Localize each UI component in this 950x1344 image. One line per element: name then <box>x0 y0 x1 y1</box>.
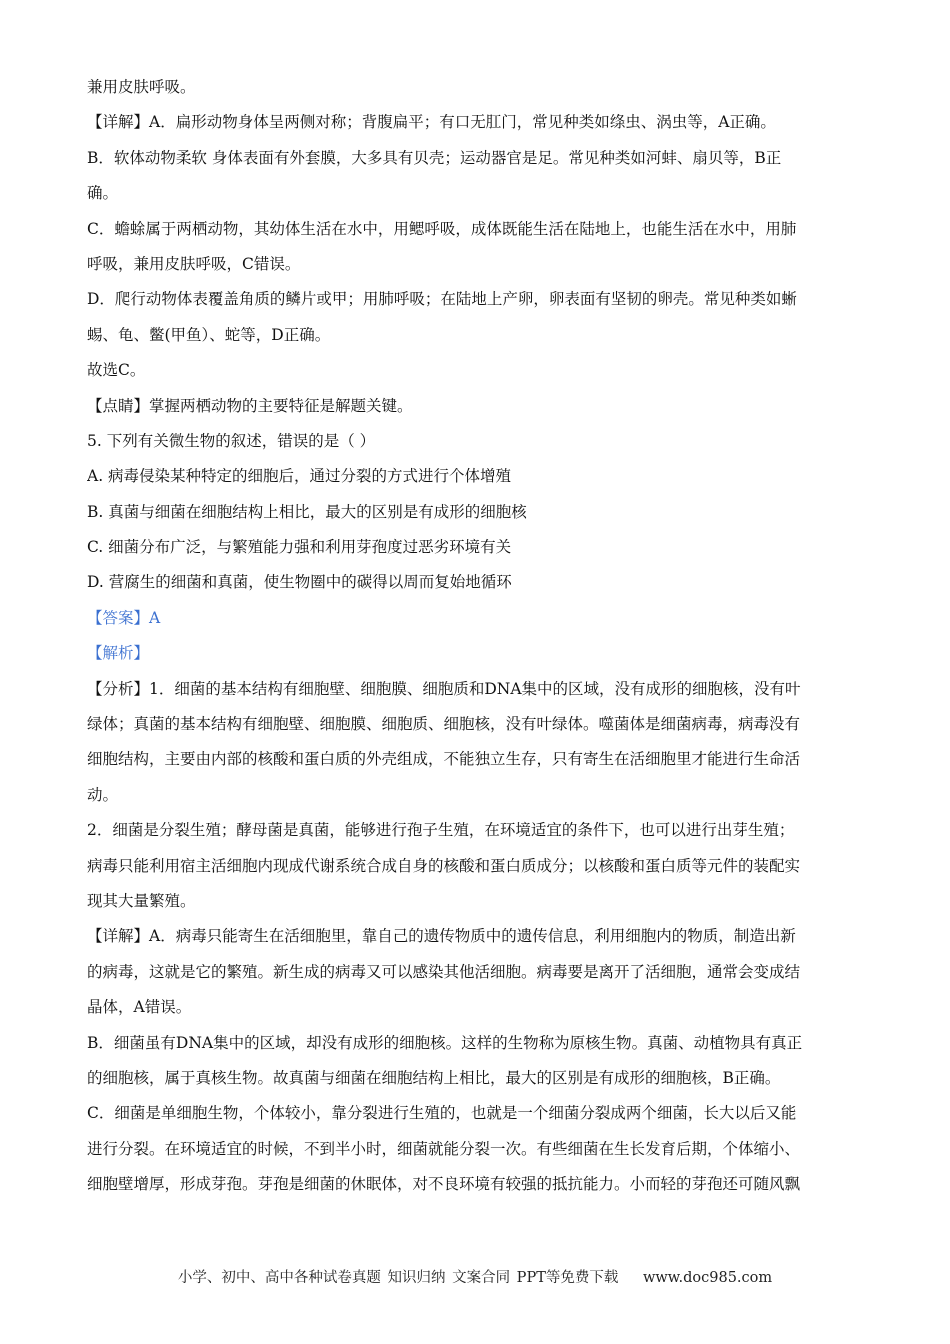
text-line: 病毒只能利用宿主活细胞内现成代谢系统合成自身的核酸和蛋白质成分；以核酸和蛋白质等元件的装配实 <box>87 856 801 875</box>
text-line: 动。 <box>87 785 119 804</box>
text-line: 【分析】1．细菌的基本结构有细胞壁、细胞膜、细胞质和DNA集中的区域，没有成形的细胞核，没有叶 <box>87 679 801 698</box>
text-line: 晶体，A错误。 <box>87 998 192 1017</box>
text-line: 细胞结构，主要由内部的核酸和蛋白质的外壳组成，不能独立生存，只有寄生在活细胞里才能进行生命活 <box>87 750 801 769</box>
option-c: C. 细菌分布广泛，与繁殖能力强和利用芽孢度过恶劣环境有关 <box>87 538 512 557</box>
text-line: 细胞壁增厚，形成芽孢。芽孢是细菌的休眠体，对不良环境有较强的抵抗能力。小而轻的芽孢还可随风飘 <box>87 1175 801 1194</box>
text-line: C．细菌是单细胞生物，个体较小，靠分裂进行生殖的，也就是一个细菌分裂成两个细菌，长大以后又能 <box>87 1104 797 1123</box>
text-line: 【详解】A．扁形动物身体呈两侧对称；背腹扁平；有口无肛门，常见种类如绦虫、涡虫等，A正确。 <box>87 113 776 132</box>
text-line: 绿体；真菌的基本结构有细胞壁、细胞膜、细胞质、细胞核，没有叶绿体。噬菌体是细菌病毒，病毒没有 <box>87 715 801 734</box>
text-line: 确。 <box>87 184 119 203</box>
text-line: B．软体动物柔软 身体表面有外套膜，大多具有贝壳；运动器官是足。常见种类如河蚌、扇贝等，B正 <box>87 148 782 167</box>
answer-tag: 【答案】A <box>87 608 161 627</box>
text-line: 蜴、龟、鳖(甲鱼）、蛇等，D正确。 <box>87 325 331 344</box>
text-line: 【详解】A．病毒只能寄生在活细胞里，靠自己的遗传物质中的遗传信息，利用细胞内的物质，制造出新 <box>87 927 796 946</box>
option-d: D. 营腐生的细菌和真菌，使生物圈中的碳得以周而复始地循环 <box>87 573 512 592</box>
option-b: B. 真菌与细菌在细胞结构上相比，最大的区别是有成形的细胞核 <box>87 502 527 521</box>
text-line: 进行分裂。在环境适宜的时候，不到半小时，细菌就能分裂一次。有些细菌在生长发育后期，个体缩小、 <box>87 1139 801 1158</box>
text-line: 现其大量繁殖。 <box>87 891 196 910</box>
question-stem: 5. 下列有关微生物的叙述，错误的是（ ） <box>87 431 376 450</box>
footer-link[interactable]: www.doc985.com <box>642 1270 773 1286</box>
footer-text: 小学、初中、高中各种试卷真题 知识归纳 文案合同 PPT等免费下载 <box>177 1270 619 1286</box>
text-line: 兼用皮肤呼吸。 <box>87 78 196 96</box>
text-line: 【点睛】掌握两栖动物的主要特征是解题关键。 <box>87 396 413 415</box>
text-line: 的细胞核，属于真核生物。故真菌与细菌在细胞结构上相比，最大的区别是有成形的细胞核，B正确。 <box>87 1068 781 1087</box>
text-line: 2．细菌是分裂生殖；酵母菌是真菌，能够进行孢子生殖，在环境适宜的条件下，也可以进行出芽生殖； <box>87 821 795 840</box>
analysis-tag: 【解析】 <box>87 644 150 663</box>
page-footer <box>0 1266 950 1287</box>
text-line: B．细菌虽有DNA集中的区域，却没有成形的细胞核。这样的生物称为原核生物。真菌、动植物具有真正 <box>87 1033 803 1052</box>
text-line: 的病毒，这就是它的繁殖。新生成的病毒又可以感染其他活细胞。病毒要是离开了活细胞，通常会变成结 <box>87 962 801 981</box>
text-line: 故选C。 <box>87 361 146 380</box>
text-line: C．蟾蜍属于两栖动物，其幼体生活在水中，用鳃呼吸，成体既能生活在陆地上，也能生活在水中，用肺 <box>87 219 797 238</box>
text-line: D．爬行动物体表覆盖角质的鳞片或甲；用肺呼吸；在陆地上产卵，卵表面有坚韧的卵壳。常见种类如蜥 <box>87 290 797 309</box>
option-a: A. 病毒侵染某种特定的细胞后，通过分裂的方式进行个体增殖 <box>87 467 512 486</box>
document-body <box>87 70 865 1203</box>
text-line: 呼吸，兼用皮肤呼吸，C错误。 <box>87 254 301 273</box>
